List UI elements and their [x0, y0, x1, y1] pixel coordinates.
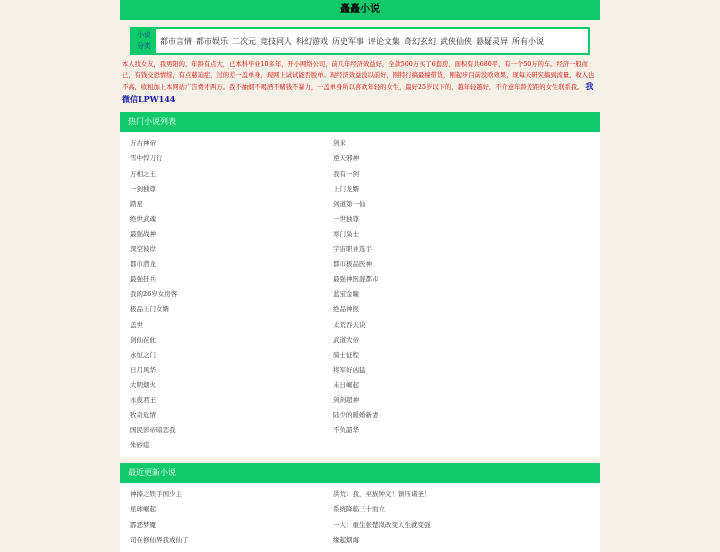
- hot-list-item[interactable]: 大明烟火: [130, 380, 156, 389]
- recent-list-item[interactable]: 系统降临三十而立: [333, 505, 385, 514]
- nav-item[interactable]: 奇幻玄幻: [404, 36, 436, 46]
- nav-items: [156, 36, 548, 47]
- hot-list-item[interactable]: 都市极品医神: [333, 260, 372, 269]
- hot-list-item[interactable]: 太荒吞天诀: [333, 320, 366, 329]
- recent-list-item[interactable]: 司在修仙界我成仙了: [130, 535, 189, 544]
- hot-list-item[interactable]: 我有一剑: [333, 169, 359, 178]
- hot-list-item[interactable]: 深空彼岸: [130, 245, 156, 254]
- hot-list-item[interactable]: 永恒之门: [130, 350, 156, 359]
- recent-list-item[interactable]: 洪荒：我，巫族钟义！镇压诸圣！: [333, 490, 431, 499]
- hot-list-item[interactable]: 牧奇危情: [130, 411, 156, 420]
- hot-list-item[interactable]: 剑道第一仙: [333, 199, 366, 208]
- hot-list-item[interactable]: 上门龙婿: [333, 184, 359, 193]
- hot-list-item[interactable]: 末日崛起: [333, 380, 359, 389]
- recent-list-item[interactable]: 霹恶梦魇: [130, 520, 156, 529]
- nav-item[interactable]: 历史军事: [332, 36, 364, 46]
- hot-list-item[interactable]: 一世独尊: [333, 214, 359, 223]
- hot-list-item[interactable]: 逆天邪神: [333, 154, 359, 163]
- hot-list-item[interactable]: 最强狂兵: [130, 275, 156, 284]
- recent-list-item[interactable]: 星球崛起: [130, 505, 156, 514]
- nav-item[interactable]: 武侠仙侠: [440, 36, 472, 46]
- recent-list-item[interactable]: 一人：重生张楚岚改变人生就变强: [333, 520, 431, 529]
- hot-list-item[interactable]: 极品上门女婿: [130, 305, 169, 314]
- site-header: [120, 0, 600, 20]
- recent-list-item[interactable]: 神捧之铁手国少主: [130, 490, 182, 499]
- nav-item[interactable]: 竞技同人: [260, 36, 292, 46]
- hot-list-item[interactable]: 都市潜龙: [130, 260, 156, 269]
- page: [120, 0, 600, 552]
- hot-list-item[interactable]: 一剑独尊: [130, 184, 156, 193]
- hot-list-item[interactable]: 寒门枭士: [333, 229, 359, 238]
- hot-list-item[interactable]: 盖世: [130, 320, 143, 329]
- hot-list-item[interactable]: 绝世武魂: [130, 214, 156, 223]
- hot-list-item[interactable]: 最强战神: [130, 229, 156, 238]
- notice: [120, 60, 600, 106]
- recent-list: [120, 483, 600, 551]
- recent-section: [120, 463, 600, 551]
- hot-list-item[interactable]: 国民影帝暗恋我: [130, 426, 176, 435]
- recent-list-item[interactable]: 缘起烟海: [333, 535, 359, 544]
- nav-label: [132, 29, 156, 53]
- hot-list-item[interactable]: 踏星: [130, 199, 143, 208]
- hot-list-item[interactable]: 绝品神医: [333, 305, 359, 314]
- site-title[interactable]: 矗矗小说: [340, 4, 380, 15]
- hot-list-item[interactable]: 朱砂痣: [130, 441, 150, 450]
- hot-list-item[interactable]: 日月风华: [130, 365, 156, 374]
- hot-section-title: 热门小说列表: [120, 112, 600, 132]
- wechat-contact: 我微信LPW144: [122, 81, 594, 104]
- hot-list-item[interactable]: 蓝宝金瞳: [333, 290, 359, 299]
- hot-list-item[interactable]: 剑仙在此: [130, 335, 156, 344]
- hot-list-item[interactable]: 剑剑超神: [333, 395, 359, 404]
- category-nav: [130, 27, 590, 55]
- notice-text: 本人找女友，我男阳的，年龄有点大，已本科毕业10多年，开小网络公司，前几年经济效益好，全款500万买了6套房，面积有共680平，有一个50万的车。经济一般而已，有钱交恐情绽，有点慈迫症，过的差一盖单身，现网上试试能否脱单。现经济效益没以前好，刚特行搞最撞带货，刚起步目前没啥效果，现每天研究搞到流量，收入也不高，收租加上本网站广告费才两万。我不抽烟不喝酒不赌钱不暴力，一盖单身所以喜欢年轻的女生，最好25岁以下的，越年轻越好，不介意年龄差距的女生联系我。: [122, 61, 595, 92]
- nav-item[interactable]: 评论文集: [368, 36, 400, 46]
- hot-list-item[interactable]: 雪中悍刀行: [130, 154, 163, 163]
- nav-item[interactable]: 悬疑灵异: [476, 36, 508, 46]
- recent-section-title: 最近更新小说: [120, 463, 600, 483]
- hot-list-item[interactable]: 将军好凶猛: [333, 365, 366, 374]
- hot-list-item[interactable]: 骑士征程: [333, 350, 359, 359]
- nav-item[interactable]: 二次元: [232, 36, 256, 46]
- hot-list: [120, 132, 600, 457]
- hot-section: [120, 112, 600, 457]
- hot-list-item[interactable]: 不负韶华: [333, 426, 359, 435]
- nav-item[interactable]: 都市言情: [160, 36, 192, 46]
- hot-list-item[interactable]: 我的26岁女房客: [130, 290, 178, 299]
- hot-list-item[interactable]: 宇宙职业选手: [333, 245, 372, 254]
- nav-item[interactable]: 科幻游戏: [296, 36, 328, 46]
- hot-list-item[interactable]: 万相之王: [130, 169, 156, 178]
- nav-label-line2: 分类: [137, 42, 151, 50]
- hot-list-item[interactable]: 最强神医混都市: [333, 275, 379, 284]
- hot-list-item[interactable]: 剑来: [333, 139, 346, 148]
- hot-list-item[interactable]: 陆少的暖婚新妻: [333, 411, 379, 420]
- hot-list-item[interactable]: 永夜君王: [130, 395, 156, 404]
- hot-list-item[interactable]: 万古神帝: [130, 139, 156, 148]
- nav-item[interactable]: 所有小说: [512, 36, 544, 46]
- nav-item[interactable]: 都市娱乐: [196, 36, 228, 46]
- nav-label-line1: 小说: [137, 31, 151, 39]
- hot-list-item[interactable]: 武道大帝: [333, 335, 359, 344]
